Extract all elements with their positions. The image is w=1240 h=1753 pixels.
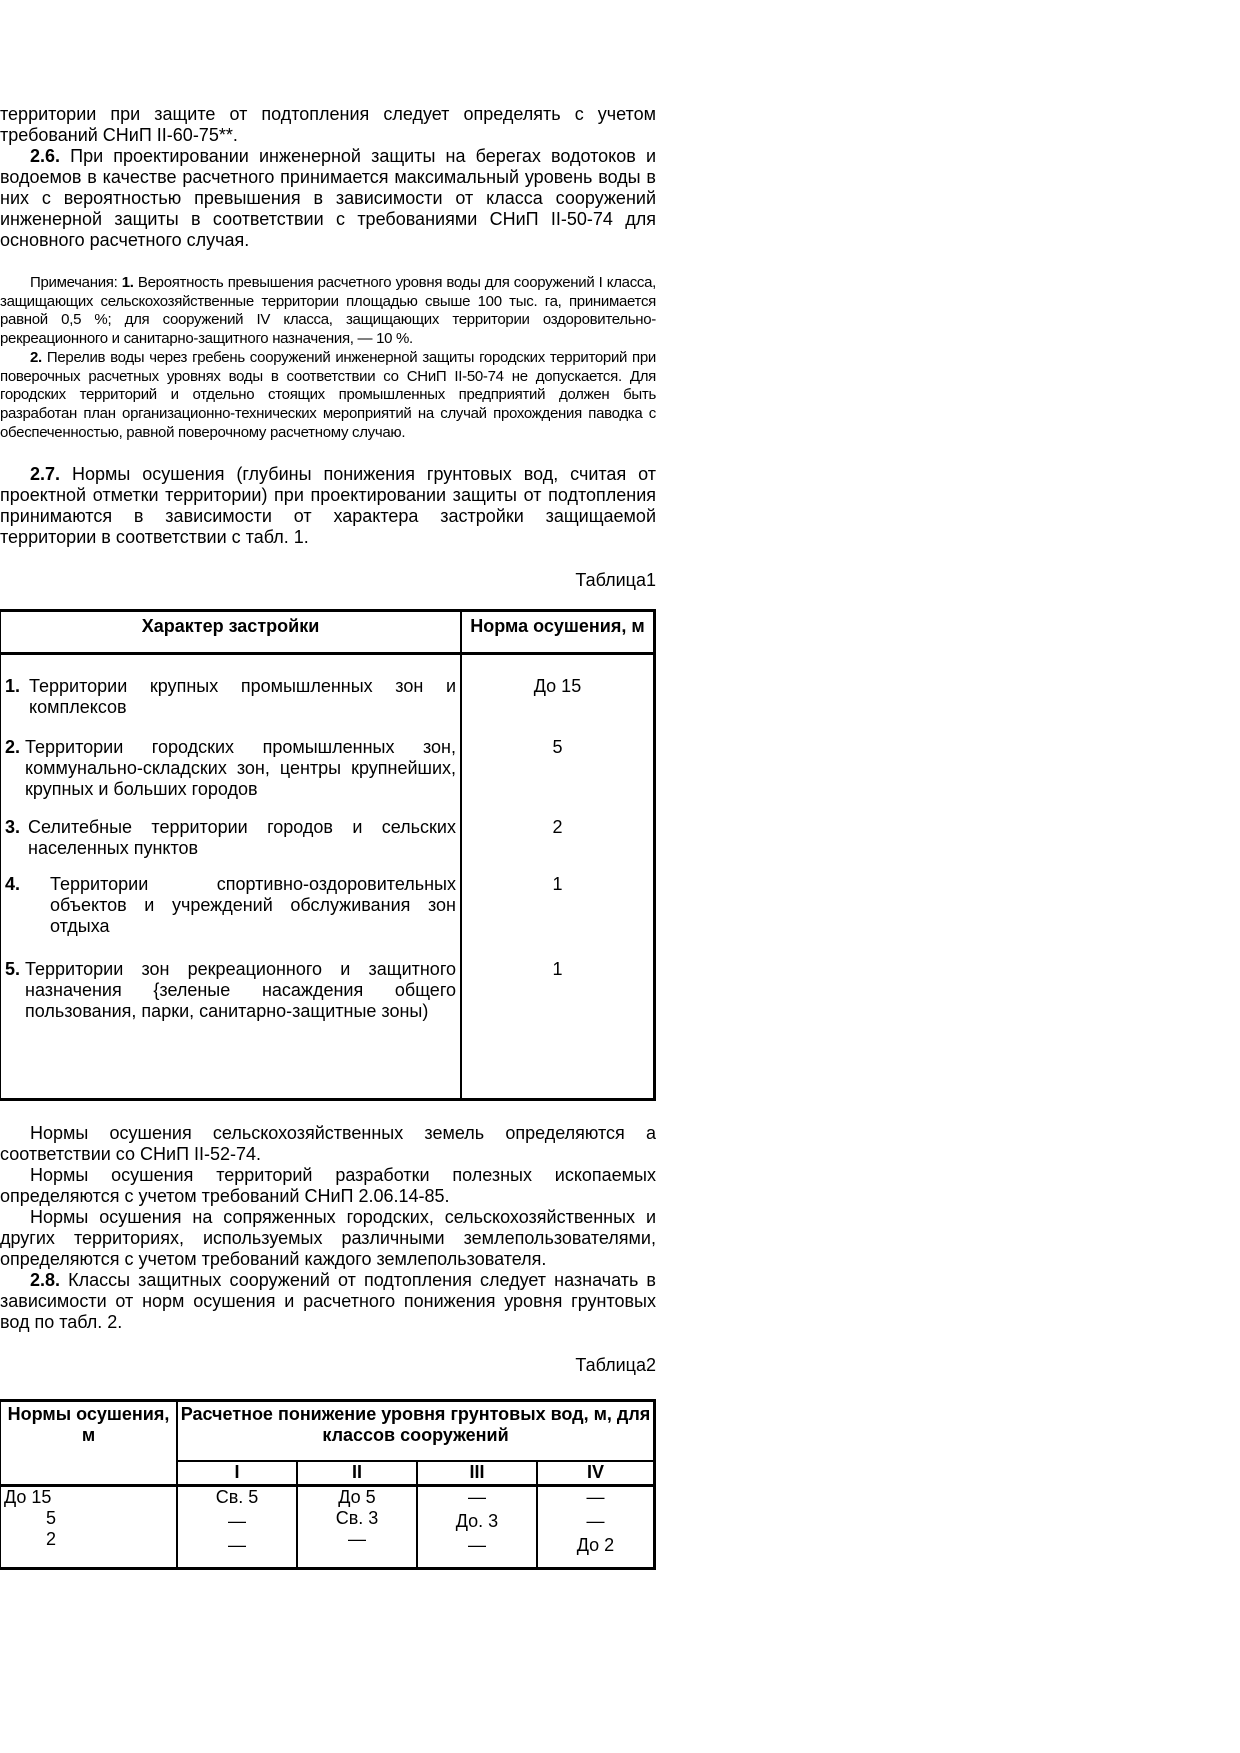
- table2-header-norms: Нормы осушения, м: [1, 1401, 178, 1486]
- table2-class1-cell: [177, 1486, 297, 1569]
- cell-value: —: [348, 1529, 366, 1550]
- notes-label: Примечания:: [30, 274, 122, 291]
- item-text: Территории спортивно-оздоровительных объектов и учреждений обслуживания зон отдыха: [50, 874, 456, 937]
- table2-header-calc: Расчетное понижение уровня грунтовых вод, м, для классов сооружений: [180, 1404, 651, 1446]
- clause-number: 2.7.: [30, 464, 61, 485]
- table1-value-2: 5: [552, 737, 563, 758]
- table1-header-character: Характер застройки: [1, 611, 462, 654]
- item-text: Территории зон рекреационного и защитного назначения {зеленые насаждения общего пользования, парки, санитарно-защитные зоны): [25, 959, 456, 1022]
- paragraph-agri: Нормы осушения сельскохозяйственных земель определяются а соответствии со СНиП II-52-74.: [0, 1123, 656, 1165]
- paragraph-adjacent: Нормы осушения на сопряженных городских, сельскохозяйственных и других территориях, используемых различными землепользователями, определяются с учетом требований каждого землепользователя.: [0, 1207, 656, 1270]
- table1-header-norm: [461, 611, 655, 654]
- paragraph-intro: территории при защите от подтопления следует определять с учетом требований СНиП II-60-75**.: [0, 104, 656, 145]
- note-2: [0, 349, 656, 443]
- cell-value: —: [468, 1535, 486, 1556]
- cell-value: —: [586, 1511, 605, 1532]
- note-text: Перелив воды через гребень сооружений инженерной защиты городских территорий при поверочных расчетных уровнях воды в соответствии со СНиП II-50-74 не допускается. Для городских территорий и отдельно стоящих промышленных предприятий должен быть разработан план организационно-технических мероприятий на случай прохождения паводка с обеспеченностью, равной поверочному расчетному случаю.: [0, 348, 656, 441]
- item-text: Территории городских промышленных зон, коммунально-складских зон, центры крупнейших, крупных и больших городов: [25, 737, 456, 800]
- cell-value: Св. 3: [335, 1508, 379, 1529]
- item-number: 3.: [5, 817, 21, 838]
- list-item: [5, 817, 456, 859]
- table2-class-3: III: [417, 1461, 537, 1486]
- table2-class3-cell: [417, 1486, 537, 1569]
- norm-value: 2: [46, 1529, 57, 1550]
- cell-value: До 2: [576, 1535, 615, 1556]
- table1-header-norm-text: Норма осушения, м: [470, 617, 645, 637]
- note-number: 2.: [30, 348, 42, 366]
- notes-block: [0, 274, 656, 442]
- table2-class-4: IV: [537, 1461, 655, 1486]
- table2-caption: Таблица2: [575, 1355, 656, 1376]
- cell-value: До. 3: [455, 1511, 499, 1532]
- cell-value: Св. 5: [215, 1487, 259, 1508]
- table1-row-5: [1, 959, 462, 1100]
- item-text: Селитебные территории городов и сельских населенных пунктов: [28, 817, 456, 859]
- cell-value: —: [586, 1487, 605, 1508]
- table1-value-5: 1: [552, 959, 563, 980]
- cell-value: —: [228, 1511, 246, 1532]
- table1-value-4: 1: [552, 874, 563, 895]
- list-item: [5, 959, 456, 1022]
- item-text: Территории крупных промышленных зон и комплексов: [29, 676, 456, 718]
- table1-row-1: [1, 654, 462, 738]
- list-item: [5, 676, 456, 718]
- cell-value: До 5: [338, 1487, 376, 1508]
- table-2: [0, 1399, 656, 1570]
- clause-number: 2.8.: [30, 1270, 61, 1291]
- note-number: 1.: [121, 274, 134, 291]
- note-text: Вероятность превышения расчетного уровня воды для сооружений I класса, защищающих сельскохозяйственные территории площадью свыше 100 тыс. га, принимается равной 0,5 %; для сооружений IV класса, защищающих территории оздоровительно-рекреационного и санитарно-защитного назначения, — 10 %.: [0, 274, 657, 348]
- clause-text: При проектировании инженерной защиты на берегах водотоков и водоемов в качестве расчетного принимается максимальный уровень воды в них с вероятностью превышения в зависимости от класса сооружений инженерной защиты в соответствии с требованиями СНиП II-50-74 для основного расчетного случая.: [0, 146, 656, 250]
- clause-text: Нормы осушения (глубины понижения грунтовых вод, считая от проектной отметки территории) при проектировании защиты от подтопления принимаются в зависимости от характера застройки защищаемой территории в соответствии с табл. 1.: [0, 464, 656, 548]
- list-item: [5, 737, 456, 800]
- paragraph-2-7: [0, 464, 656, 548]
- item-number: 5.: [5, 959, 21, 980]
- norm-value: До 15: [4, 1487, 52, 1508]
- table2-norms-cell: [1, 1486, 178, 1569]
- cell-value: —: [468, 1487, 486, 1508]
- note-1: [0, 274, 656, 349]
- table2-class-2: II: [297, 1461, 417, 1486]
- paragraph-2-6: [0, 146, 656, 251]
- table1-caption: Таблица1: [575, 570, 656, 591]
- table1-value-1: До 15: [533, 676, 582, 697]
- cell-value: —: [228, 1535, 246, 1556]
- table1-value-3: 2: [552, 817, 563, 838]
- table2-class2-cell: [297, 1486, 417, 1569]
- table-1: [0, 609, 656, 1101]
- item-number: 4.: [5, 874, 21, 895]
- item-number: 1.: [5, 676, 21, 697]
- paragraph-2-8: [0, 1270, 656, 1333]
- table1-row-4: [1, 874, 462, 959]
- list-item: [5, 874, 456, 937]
- table2-class-1: I: [177, 1461, 297, 1486]
- table1-row-3: [1, 817, 462, 874]
- norm-value: 5: [46, 1508, 57, 1529]
- table1-row-2: [1, 737, 462, 817]
- document-column: [0, 104, 656, 1570]
- clause-text: Классы защитных сооружений от подтопления следует назначать в зависимости от норм осушения и расчетного понижения уровня грунтовых вод по табл. 2.: [0, 1270, 656, 1333]
- table2-class4-cell: [537, 1486, 655, 1569]
- paragraph-mining: Нормы осушения территорий разработки полезных ископаемых определяются с учетом требований СНиП 2.06.14-85.: [0, 1165, 656, 1207]
- item-number: 2.: [5, 737, 21, 758]
- clause-number: 2.6.: [30, 146, 61, 166]
